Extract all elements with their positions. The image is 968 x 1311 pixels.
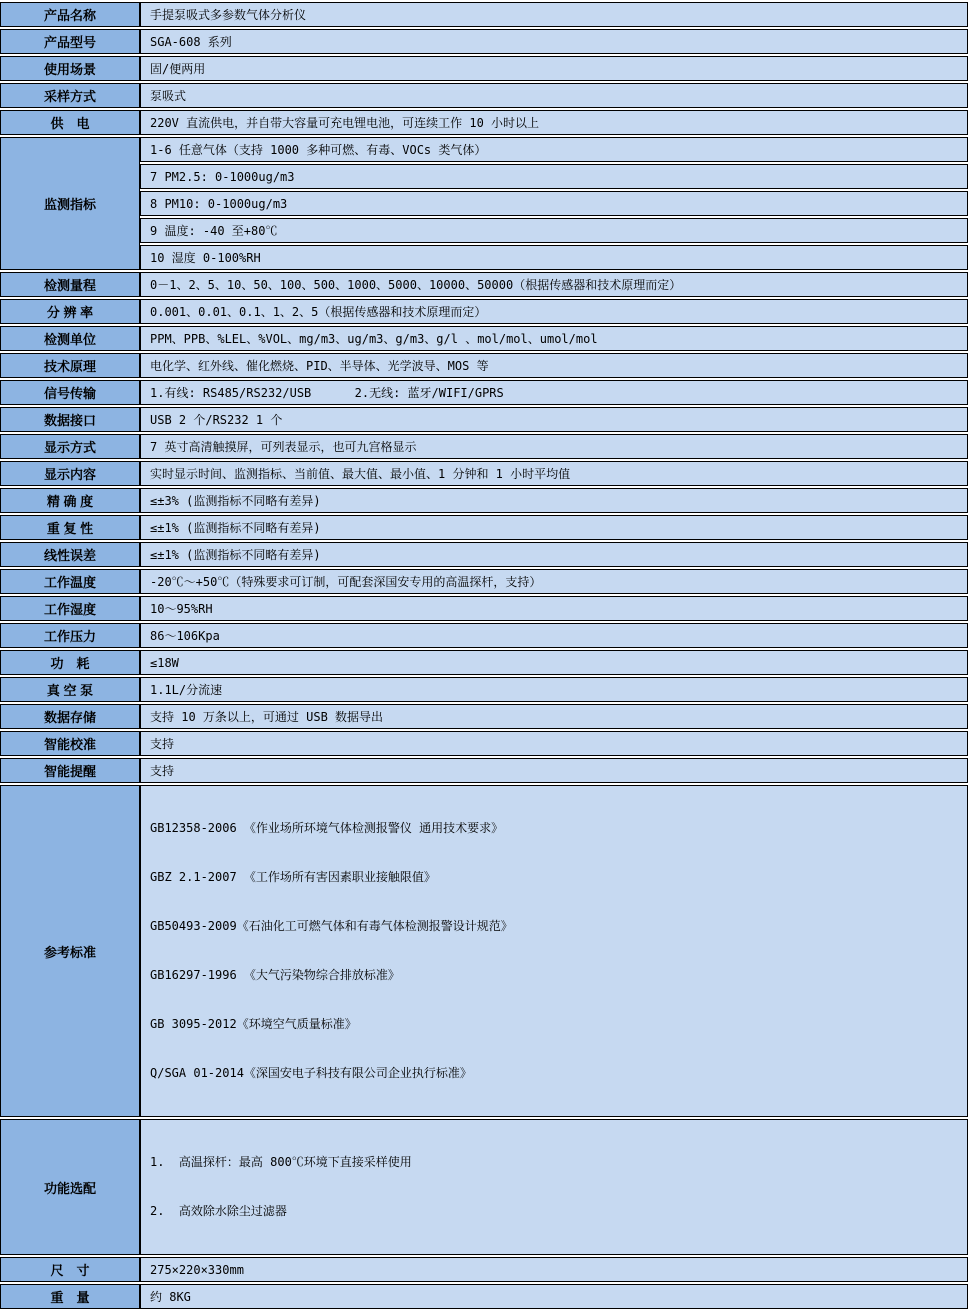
spec-label: 检测单位 [0, 326, 140, 351]
spec-label: 智能提醒 [0, 758, 140, 783]
spec-label: 数据存储 [0, 704, 140, 729]
spec-value: 实时显示时间、监测指标、当前值、最大值、最小值、1 分钟和 1 小时平均值 [140, 461, 968, 486]
table-row [0, 569, 968, 594]
spec-label: 分 辨 率 [0, 299, 140, 324]
spec-label: 智能校准 [0, 731, 140, 756]
table-row [0, 380, 968, 405]
spec-label: 真 空 泵 [0, 677, 140, 702]
table-row [0, 434, 968, 459]
table-row [0, 299, 968, 324]
standard-line: GB50493-2009《石油化工可燃气体和有毒气体检测报警设计规范》 [150, 919, 513, 933]
table-row [0, 596, 968, 621]
spec-value: USB 2 个/RS232 1 个 [140, 407, 968, 432]
spec-label: 监测指标 [0, 137, 140, 270]
spec-value: 约 8KG [140, 1284, 968, 1309]
spec-value: 支持 [140, 731, 968, 756]
table-row-reference-standards [0, 785, 968, 1117]
spec-value: 9 温度: -40 至+80℃ [140, 218, 968, 243]
spec-value: 1.有线: RS485/RS232/USB 2.无线: 蓝牙/WIFI/GPRS [140, 380, 968, 405]
table-row [0, 461, 968, 486]
spec-value: 8 PM10: 0-1000ug/m3 [140, 191, 968, 216]
table-row [0, 677, 968, 702]
spec-label: 采样方式 [0, 83, 140, 108]
spec-label: 供 电 [0, 110, 140, 135]
table-row [0, 191, 968, 216]
spec-value: 0.001、0.01、0.1、1、2、5（根据传感器和技术原理而定） [140, 299, 968, 324]
spec-value: 10 湿度 0-100%RH [140, 245, 968, 270]
spec-label: 尺 寸 [0, 1257, 140, 1282]
spec-value: -20℃～+50℃（特殊要求可订制，可配套深国安专用的高温探杆，支持） [140, 569, 968, 594]
spec-value: 支持 [140, 758, 968, 783]
table-row [0, 164, 968, 189]
standard-line: GBZ 2.1-2007 《工作场所有害因素职业接触限值》 [150, 870, 436, 884]
spec-value: 10～95%RH [140, 596, 968, 621]
table-row [0, 542, 968, 567]
spec-label: 重 复 性 [0, 515, 140, 540]
spec-value: PPM、PPB、%LEL、%VOL、mg/m3、ug/m3、g/m3、g/l 、mol/mol、umol/mol [140, 326, 968, 351]
spec-value: ≤18W [140, 650, 968, 675]
spec-value: 手提泵吸式多参数气体分析仪 [140, 2, 968, 27]
spec-value [140, 785, 968, 1117]
spec-value: ≤±1% (监测指标不同略有差异) [140, 542, 968, 567]
spec-value [140, 1119, 968, 1255]
table-row [0, 704, 968, 729]
spec-label: 产品名称 [0, 2, 140, 27]
spec-value: 泵吸式 [140, 83, 968, 108]
spec-value: 7 英寸高清触摸屏，可列表显示，也可九宫格显示 [140, 434, 968, 459]
spec-value: 220V 直流供电，并自带大容量可充电锂电池，可连续工作 10 小时以上 [140, 110, 968, 135]
table-row [0, 2, 968, 27]
spec-label: 重 量 [0, 1284, 140, 1309]
standard-line: GB16297-1996 《大气污染物综合排放标准》 [150, 968, 400, 982]
spec-label: 检测量程 [0, 272, 140, 297]
spec-label: 工作压力 [0, 623, 140, 648]
table-row [0, 56, 968, 81]
spec-value: 275×220×330mm [140, 1257, 968, 1282]
table-row [0, 758, 968, 783]
table-row-optional-features [0, 1119, 968, 1255]
table-row [0, 488, 968, 513]
spec-label: 信号传输 [0, 380, 140, 405]
spec-value: ≤±3% (监测指标不同略有差异) [140, 488, 968, 513]
spec-label: 技术原理 [0, 353, 140, 378]
spec-value: 7 PM2.5: 0-1000ug/m3 [140, 164, 968, 189]
standard-line: GB 3095-2012《环境空气质量标准》 [150, 1017, 357, 1031]
table-row [0, 218, 968, 243]
table-row [0, 650, 968, 675]
spec-label: 显示内容 [0, 461, 140, 486]
spec-value: 支持 10 万条以上，可通过 USB 数据导出 [140, 704, 968, 729]
table-row [0, 1284, 968, 1309]
spec-value: 电化学、红外线、催化燃烧、PID、半导体、光学波导、MOS 等 [140, 353, 968, 378]
spec-value: ≤±1% (监测指标不同略有差异) [140, 515, 968, 540]
spec-label: 使用场景 [0, 56, 140, 81]
table-row [0, 110, 968, 135]
spec-value: 1.1L/分流速 [140, 677, 968, 702]
spec-label: 参考标准 [0, 785, 140, 1117]
spec-label: 工作湿度 [0, 596, 140, 621]
spec-label: 功能选配 [0, 1119, 140, 1255]
table-row [0, 245, 968, 270]
standard-line: GB12358-2006 《作业场所环境气体检测报警仪 通用技术要求》 [150, 821, 504, 835]
table-row [0, 731, 968, 756]
table-row [0, 272, 968, 297]
table-row [0, 83, 968, 108]
spec-value: 1-6 任意气体（支持 1000 多种可燃、有毒、VOCs 类气体） [140, 137, 968, 162]
spec-value: 固/便两用 [140, 56, 968, 81]
table-row [0, 353, 968, 378]
spec-label: 产品型号 [0, 29, 140, 54]
spec-label: 精 确 度 [0, 488, 140, 513]
table-row [0, 1257, 968, 1282]
table-row-monitor-indicators [0, 137, 968, 162]
table-row [0, 326, 968, 351]
standard-line: Q/SGA 01-2014《深国安电子科技有限公司企业执行标准》 [150, 1066, 472, 1080]
spec-label: 显示方式 [0, 434, 140, 459]
option-line: 2. 高效除水除尘过滤器 [150, 1204, 287, 1218]
spec-label: 线性误差 [0, 542, 140, 567]
spec-label: 数据接口 [0, 407, 140, 432]
spec-label: 工作温度 [0, 569, 140, 594]
spec-label: 功 耗 [0, 650, 140, 675]
spec-value: 86～106Kpa [140, 623, 968, 648]
table-row [0, 407, 968, 432]
table-row [0, 515, 968, 540]
spec-value: SGA-608 系列 [140, 29, 968, 54]
spec-value: 0－1、2、5、10、50、100、500、1000、5000、10000、50000（根据传感器和技术原理而定） [140, 272, 968, 297]
table-row [0, 29, 968, 54]
option-line: 1. 高温探杆：最高 800℃环境下直接采样使用 [150, 1155, 412, 1169]
table-row [0, 623, 968, 648]
